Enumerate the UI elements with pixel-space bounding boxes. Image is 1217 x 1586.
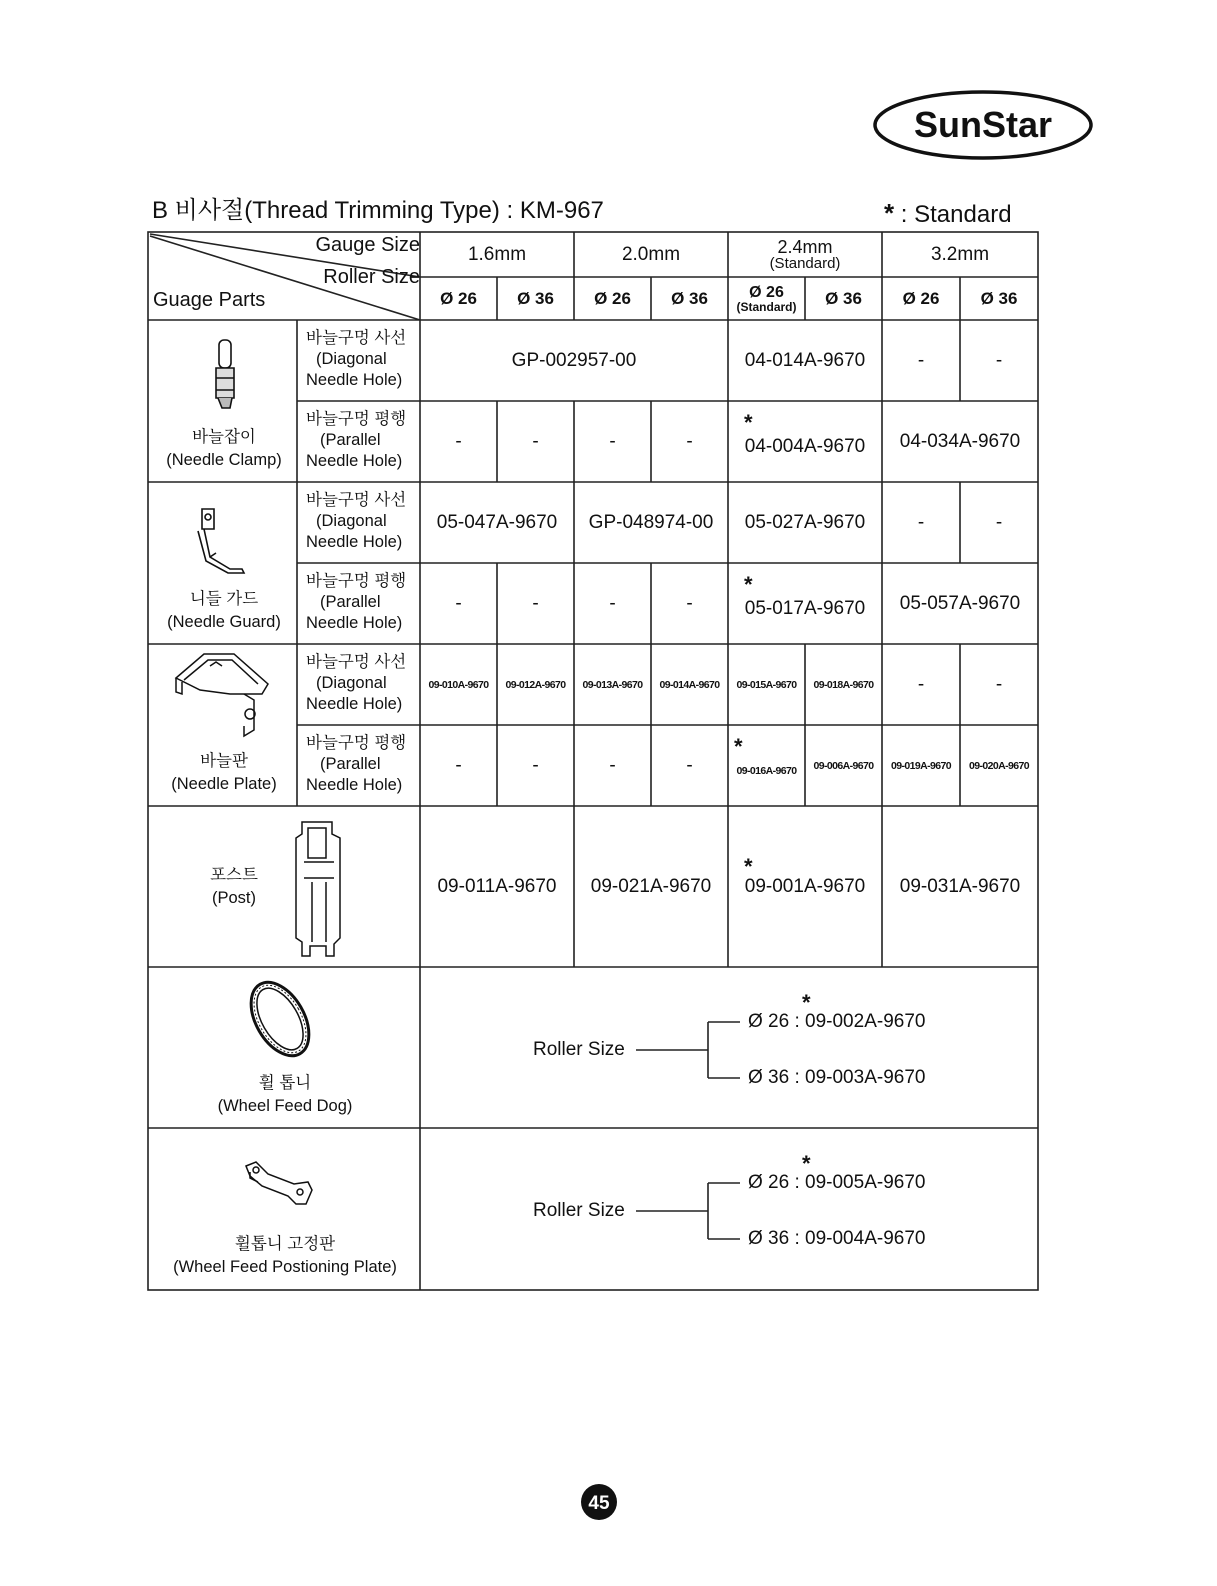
plate-par: 09-019A-9670 xyxy=(891,759,951,772)
feed-dog-star: * xyxy=(802,990,811,1015)
hole-type-en2: Needle Hole) xyxy=(306,533,403,552)
part-wheel-feed-dog xyxy=(150,1072,420,1118)
clamp-par-dash: - xyxy=(532,430,539,452)
hole-type-ko: 바늘구멍 사선 xyxy=(306,491,407,509)
page-number-badge xyxy=(579,1482,619,1522)
hole-type-en2: Needle Hole) xyxy=(306,371,403,390)
guard-par-24: 05-017A-9670 xyxy=(744,597,866,619)
sunstar-logo xyxy=(872,88,1094,162)
hole-type-parallel xyxy=(306,733,406,796)
guard-diag-24: 05-027A-9670 xyxy=(744,511,866,533)
feed-dog-option-36: Ø 36 : 09-003A-9670 xyxy=(748,1067,926,1088)
guard-diag-32a: - xyxy=(917,511,925,533)
hole-type-ko: 바늘구멍 평행 xyxy=(306,572,407,590)
guard-diag-32b: - xyxy=(995,511,1003,533)
hole-type-en: (Parallel xyxy=(320,431,381,450)
hole-type-diagonal xyxy=(306,652,406,715)
part-needle-plate xyxy=(150,750,298,796)
roller-col: Ø 36 xyxy=(980,288,1018,308)
roller-col: Ø 26 xyxy=(440,288,477,308)
guard-par-star: * xyxy=(744,572,753,597)
gauge-size-label: Gauge Size xyxy=(315,234,420,256)
logo-text: SunStar xyxy=(913,104,1053,145)
guard-diag-20: GP-048974-00 xyxy=(588,511,714,533)
plate-par-dash: - xyxy=(609,754,616,776)
gauge-2-0: 2.0mm xyxy=(621,243,681,265)
part-ko: 바늘판 xyxy=(200,752,248,770)
clamp-diag-32a: - xyxy=(917,349,925,371)
plate-diag: 09-015A-9670 xyxy=(736,678,797,691)
clamp-par-32: 04-034A-9670 xyxy=(899,430,1021,452)
hole-type-en2: Needle Hole) xyxy=(306,695,403,714)
standard-note-text: : Standard xyxy=(900,201,1012,228)
clamp-diag-32b: - xyxy=(995,349,1003,371)
page-heading: B 비사절(Thread Trimming Type) : KM-967 xyxy=(152,197,604,224)
feed-plate-option-36: Ø 36 : 09-004A-9670 xyxy=(748,1228,926,1249)
needle-plate-icon xyxy=(170,648,274,740)
part-ko: 포스트 xyxy=(210,866,258,884)
roller-col: Ø 26 xyxy=(902,288,940,308)
gauge-1-6: 1.6mm xyxy=(467,243,527,265)
guard-par-32: 05-057A-9670 xyxy=(899,592,1021,614)
part-wheel-feed-positioning-plate xyxy=(150,1233,420,1279)
post-star: * xyxy=(744,854,753,879)
guage-parts-label: Guage Parts xyxy=(153,289,266,311)
part-ko: 니들 가드 xyxy=(189,590,259,608)
clamp-par-dash: - xyxy=(686,430,693,452)
plate-diag: 09-018A-9670 xyxy=(813,678,874,691)
roller-size-label: Roller Size xyxy=(323,266,420,288)
hole-type-en: (Parallel xyxy=(320,593,381,612)
plate-par: 09-016A-9670 xyxy=(736,764,797,777)
clamp-par-dash: - xyxy=(455,430,462,452)
part-en: (Post) xyxy=(211,889,256,908)
hole-type-ko: 바늘구멍 사선 xyxy=(306,329,407,347)
hole-type-ko: 바늘구멍 평행 xyxy=(306,734,407,752)
feed-dog-roller-label: Roller Size xyxy=(533,1039,625,1060)
page-number: 45 xyxy=(588,1493,610,1514)
feed-plate-option-26: Ø 26 : 09-005A-9670 xyxy=(748,1172,926,1193)
hole-type-parallel xyxy=(306,571,406,634)
standard-note xyxy=(884,198,1012,229)
gauge-2-4 xyxy=(728,232,882,277)
hole-type-ko: 바늘구멍 평행 xyxy=(306,410,407,428)
roller-col-standard-label: (Standard) xyxy=(736,299,797,314)
plate-par: 09-006A-9670 xyxy=(813,759,874,772)
post-value: 09-001A-9670 xyxy=(744,875,866,897)
feed-dog-option-26: Ø 26 : 09-002A-9670 xyxy=(748,1011,926,1032)
hole-type-en2: Needle Hole) xyxy=(306,776,403,795)
hole-type-diagonal xyxy=(306,328,406,391)
hole-type-en: (Diagonal xyxy=(316,350,387,369)
roller-col: Ø 36 xyxy=(671,288,708,308)
post-value: 09-011A-9670 xyxy=(437,875,557,897)
part-en: (Needle Clamp) xyxy=(166,451,282,470)
plate-diag: - xyxy=(917,673,925,695)
part-en: (Needle Plate) xyxy=(171,775,277,794)
gauge-2-4-value: 2.4mm xyxy=(777,237,833,257)
hole-type-en2: Needle Hole) xyxy=(306,452,403,471)
plate-diag: 09-010A-9670 xyxy=(428,678,489,691)
post-icon xyxy=(284,818,354,960)
plate-diag: - xyxy=(995,673,1003,695)
guard-par-dash: - xyxy=(609,592,616,614)
plate-par: 09-020A-9670 xyxy=(969,759,1029,772)
plate-par-dash: - xyxy=(455,754,462,776)
plate-diag: 09-012A-9670 xyxy=(505,678,566,691)
hole-type-diagonal xyxy=(306,490,406,553)
guard-par-dash: - xyxy=(686,592,693,614)
plate-par-dash: - xyxy=(686,754,693,776)
roller-col: Ø 26 xyxy=(594,288,631,308)
part-en: (Needle Guard) xyxy=(167,613,281,632)
clamp-par-dash: - xyxy=(609,430,616,452)
plate-par-dash: - xyxy=(532,754,539,776)
needle-guard-icon xyxy=(194,505,250,577)
feed-plate-star: * xyxy=(802,1151,811,1176)
standard-star: * xyxy=(884,198,895,228)
hole-type-ko: 바늘구멍 사선 xyxy=(306,653,407,671)
part-post xyxy=(180,864,288,910)
clamp-par-24: 04-004A-9670 xyxy=(744,435,866,457)
hole-type-en: (Diagonal xyxy=(316,512,387,531)
part-needle-guard xyxy=(150,588,298,634)
part-ko: 바늘잡이 xyxy=(192,428,256,446)
wheel-feed-positioning-plate-icon xyxy=(242,1158,316,1208)
clamp-diag-24: 04-014A-9670 xyxy=(744,349,866,371)
part-en: (Wheel Feed Postioning Plate) xyxy=(173,1258,397,1277)
part-ko: 휠톱니 고정판 xyxy=(234,1235,336,1253)
plate-diag: 09-014A-9670 xyxy=(659,678,720,691)
hole-type-en: (Diagonal xyxy=(316,674,387,693)
roller-col-standard xyxy=(728,277,805,320)
roller-col: Ø 36 xyxy=(517,288,554,308)
gauge-3-2: 3.2mm xyxy=(930,243,990,265)
roller-col: Ø 36 xyxy=(825,288,862,308)
wheel-feed-dog-icon xyxy=(240,974,320,1064)
roller-col-value: Ø 26 xyxy=(749,283,784,301)
needle-clamp-icon xyxy=(208,338,242,412)
hole-type-en: (Parallel xyxy=(320,755,381,774)
guard-diag-16: 05-047A-9670 xyxy=(436,511,558,533)
clamp-par-star: * xyxy=(744,410,753,435)
part-en: (Wheel Feed Dog) xyxy=(217,1097,353,1116)
guard-par-dash: - xyxy=(532,592,539,614)
post-value: 09-031A-9670 xyxy=(899,875,1021,897)
hole-type-parallel xyxy=(306,409,406,472)
gauge-2-4-standard: (Standard) xyxy=(769,255,841,272)
part-ko: 휠 톱니 xyxy=(258,1074,312,1092)
plate-diag: 09-013A-9670 xyxy=(582,678,643,691)
part-needle-clamp xyxy=(150,426,298,472)
hole-type-en2: Needle Hole) xyxy=(306,614,403,633)
plate-par-star: * xyxy=(734,734,743,759)
feed-plate-roller-label: Roller Size xyxy=(533,1200,625,1221)
guard-par-dash: - xyxy=(455,592,462,614)
post-value: 09-021A-9670 xyxy=(590,875,712,897)
clamp-diag-span: GP-002957-00 xyxy=(511,349,637,371)
